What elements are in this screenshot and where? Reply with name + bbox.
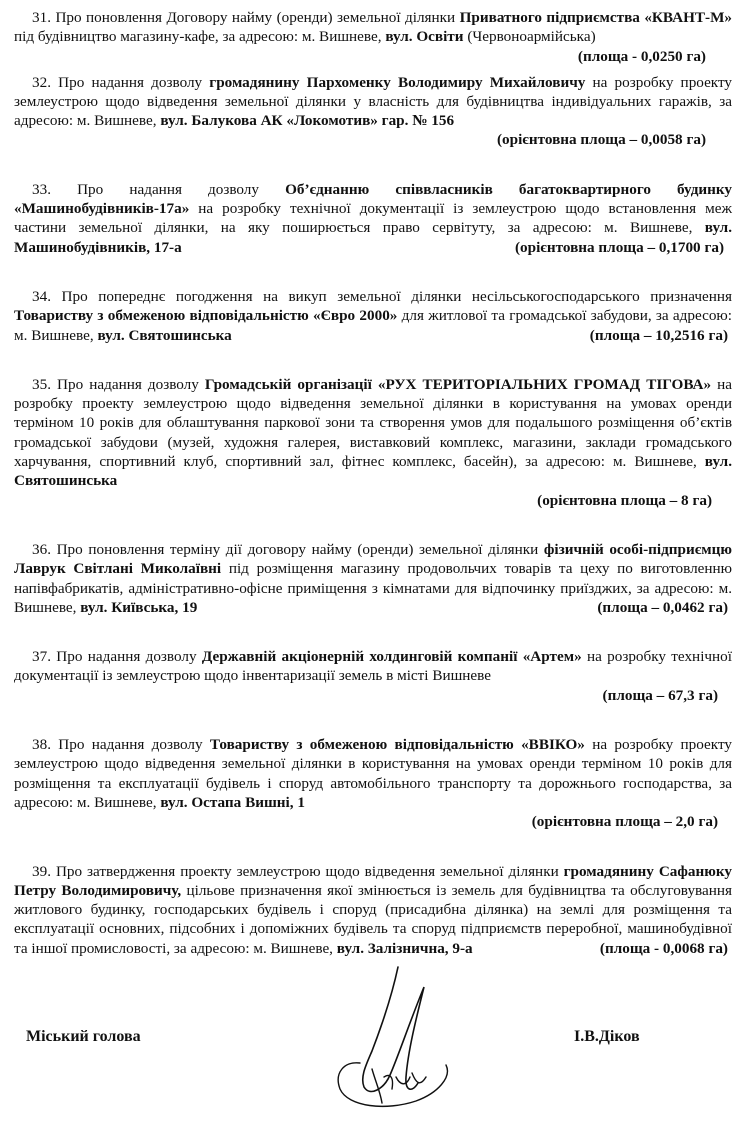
item-text: 36. Про поновлення терміну дії договору найму (оренди) земельної ділянки фізичній особі-підприємцю Лаврук Світлані Миколаївні під розміщення магазину продовольчих товарів та цеху по виготовленню напівфабрикатів, адміністративно-офісне приміщення з кімнатами для відпочинку приїзджих, за адресою: м. Вишневе, вул. Київська, 19 (площа – 0,0462 га) <box>14 540 733 616</box>
item-area: (площа – 10,2516 га) <box>589 326 728 344</box>
decision-item <box>14 540 732 617</box>
item-area: (площа – 67,3 га) <box>602 686 718 704</box>
signatory-name: І.В.Діков <box>574 1028 640 1045</box>
item-text: 31. Про поновлення Договору найму (оренди) земельної ділянки Приватного підприємства «КВАНТ-М» під будівництво магазину-кафе, за адресою: м. Вишневе, вул. Освіти (Червоноармійська) (площа - 0,0250 га) <box>14 9 733 65</box>
decision-item <box>14 375 732 510</box>
decision-item <box>14 647 732 705</box>
signature-block <box>0 1027 718 1127</box>
document-page <box>14 8 732 988</box>
decision-item <box>14 862 732 958</box>
item-area: (орієнтовна площа – 0,0058 га) <box>496 131 706 149</box>
decision-item <box>14 287 732 345</box>
item-text: 35. Про надання дозволу Громадській організації «РУХ ТЕРИТОРІАЛЬНИХ ГРОМАД ТІГОВА» на розробку проекту землеустрою щодо відведення земельної ділянки в користування на умовах оренди терміном 10 років для облаштування паркової зони та створення умов для подальшого розміщення об’єктів громадської забудови (музей, художня галерея, виставковий комплекс, магазини, заклади громадського харчування, спортивний клуб, спортивний зал, фітнес комплекс, басейн), за адресою: м. Вишневе, вул. Святошинська <box>14 375 733 490</box>
decision-item <box>14 735 732 831</box>
item-area: (орієнтовна площа – 8 га) <box>537 491 712 509</box>
signatory-title: Міський голова <box>26 1028 141 1045</box>
item-text: 38. Про надання дозволу Товариству з обмеженою відповідальністю «ВВІКО» на розробку проекту землеустрою щодо відведення земельної ділянки в користування на умовах оренди терміном 10 років для розміщення та експлуатації будівель і споруд автомобільного транспорту та дорожнього господарства, за адресою: м. Вишневе, вул. Остапа Вишні, 1 <box>14 736 733 811</box>
handwritten-signature <box>320 965 460 1115</box>
item-text: 33. Про надання дозволу Об’єднанню співвласників багатоквартирного будинку «Машинобудівників-17а» на розробку технічної документації із землеустрою щодо встановлення меж частини земельної ділянки, на яку поширюється право сервітуту, за адресою: м. Вишневе, вул. Машинобудівників, 17-а (орієнтовна площа – 0,1700 га) <box>14 180 733 256</box>
item-area: (площа - 0,0068 га) <box>599 939 728 957</box>
item-area: (площа - 0,0250 га) <box>577 47 706 65</box>
item-text: 39. Про затвердження проекту землеустрою щодо відведення земельної ділянки громадянину Сафанюку Петру Володимировичу, цільове призначення якої змінюється із земель для будівництва та обслуговування житлового будинку, господарських будівель і споруд (присадибна ділянка) на землі для розміщення та експлуатації основних, підсобних і допоміжних будівель та споруд підприємств переробної, машинобудівної та іншої промисловості, за адресою: м. Вишневе, вул. Залізнична, 9-а (площа - 0,0068 га) <box>14 862 732 957</box>
decision-item <box>14 180 732 257</box>
item-text: 34. Про попереднє погодження на викуп земельної ділянки несільськогосподарського призначення Товариству з обмеженою відповідальністю «Євро 2000» для житлової та громадської забудови, за адресою: м. Вишневе, вул. Святошинська (площа – 10,2516 га) <box>14 287 733 344</box>
item-text: 32. Про надання дозволу громадянину Пархоменку Володимиру Михайловичу на розробку проекту землеустрою щодо відведення земельної ділянки у власність для будівництва індивідуальних гаражів, за адресою: м. Вишневе, вул. Балукова АК «Локомотив» гар. № 156 <box>14 73 733 130</box>
item-area: (орієнтовна площа – 0,1700 га) <box>514 238 724 256</box>
item-text: 37. Про надання дозволу Державній акціонерній холдинговій компанії «Артем» на розробку технічної документації із землеустрою щодо інвентаризації земель в місті Вишневе <box>14 648 732 685</box>
item-area: (площа – 0,0462 га) <box>597 598 728 616</box>
decision-item <box>14 8 733 65</box>
item-area: (орієнтовна площа – 2,0 га) <box>531 813 718 831</box>
decision-item <box>14 73 732 150</box>
